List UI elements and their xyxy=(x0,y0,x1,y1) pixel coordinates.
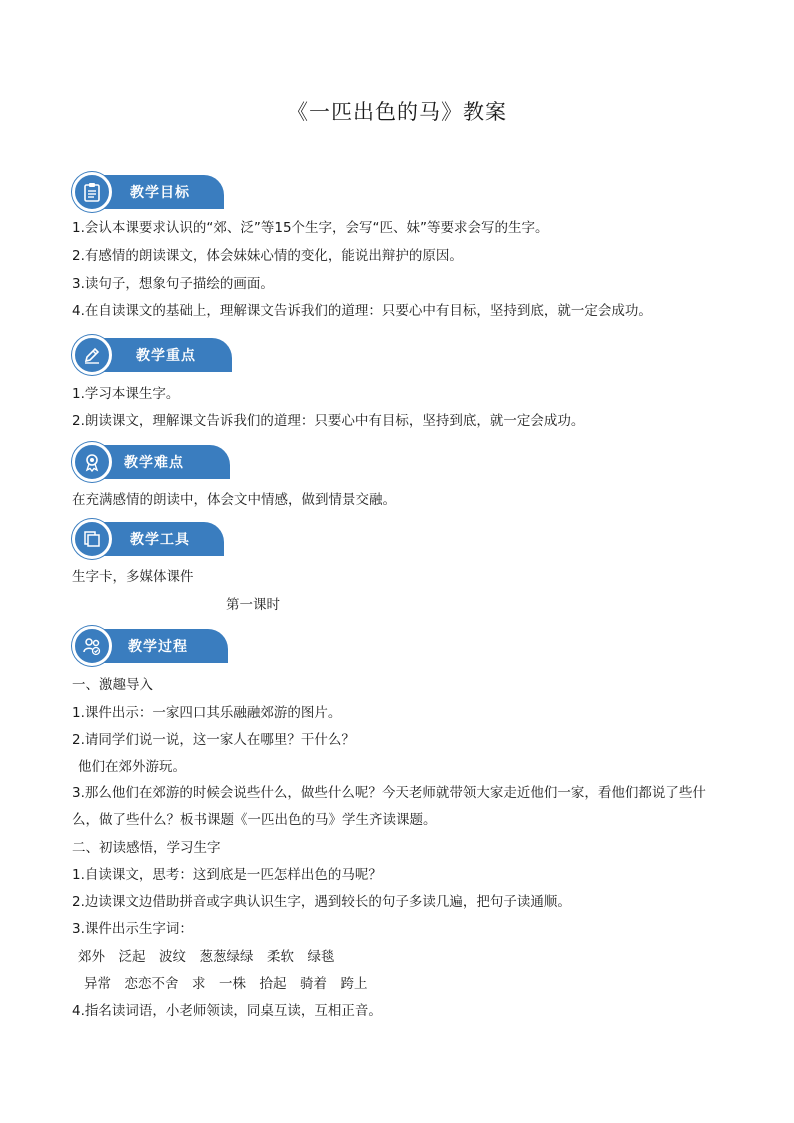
section-label: 教学重点 xyxy=(136,348,196,364)
section-header-key-points xyxy=(72,335,232,375)
section-header-goals xyxy=(72,172,224,212)
process-step1-item-3: 3.那么他们在郊游的时候会说些什么，做些什么呢？今天老师就带领大家走近他们一家，看他们都说了些什么，做了些什么？板书课题《一匹出色的马》学生齐读课题。 xyxy=(72,785,706,828)
process-step1-item-1: 1.课件出示：一家四口其乐融融郊游的图片。 xyxy=(72,705,342,721)
process-step1-item-2: 2.请同学们说一说，这一家人在哪里？干什么？ xyxy=(72,732,355,748)
section-header-process xyxy=(72,626,228,666)
difficulty-text: 在充满感情的朗读中，体会文中情感，做到情景交融。 xyxy=(72,492,396,508)
goal-item-3: 3.读句子，想象句子描绘的画面。 xyxy=(72,276,274,292)
process-step2-item-2: 2.边读课文边借助拼音或字典认识生字，遇到较长的句子多读几遍，把句子读通顺。 xyxy=(72,894,571,910)
process-step2-item-4: 4.指名读词语，小老师领读，同桌互读，互相正音。 xyxy=(72,1003,382,1019)
folder-icon xyxy=(72,519,112,559)
section-label: 教学难点 xyxy=(124,455,184,471)
people-icon xyxy=(72,626,112,666)
tools-text: 生字卡，多媒体课件 xyxy=(72,569,194,585)
process-step1-title: 一、激趣导入 xyxy=(72,677,153,693)
key-point-item-2: 2.朗读课文，理解课文告诉我们的道理：只要心中有目标，坚持到底，就一定会成功。 xyxy=(72,413,585,429)
section-header-tools xyxy=(72,519,224,559)
goal-item-1: 1.会认本课要求认识的“郊、泛”等15个生字，会写“匹、妹”等要求会写的生字。 xyxy=(72,220,549,236)
section-label: 教学目标 xyxy=(130,185,190,201)
section-label: 教学工具 xyxy=(130,532,190,548)
process-step2-title: 二、初读感悟，学习生字 xyxy=(72,840,221,856)
award-ribbon-icon xyxy=(72,442,112,482)
lesson-time-label: 第一课时 xyxy=(226,597,280,613)
process-step2-item-3: 3.课件出示生字词： xyxy=(72,921,193,937)
clipboard-icon xyxy=(72,172,112,212)
section-header-difficulties xyxy=(72,442,230,482)
document-title: 《一匹出色的马》教案 xyxy=(287,100,507,124)
section-label: 教学过程 xyxy=(128,639,188,655)
goal-item-4: 4.在自读课文的基础上，理解课文告诉我们的道理：只要心中有目标，坚持到底，就一定会成功。 xyxy=(72,303,652,319)
vocabulary-row-1: 郊外 泛起 波纹 葱葱绿绿 柔软 绿毯 xyxy=(78,949,335,965)
key-point-item-1: 1.学习本课生字。 xyxy=(72,386,180,402)
process-step1-answer: 他们在郊外游玩。 xyxy=(78,759,186,775)
vocabulary-row-2: 异常 恋恋不舍 求 一株 拾起 骑着 跨上 xyxy=(84,976,368,992)
goal-item-2: 2.有感情的朗读课文，体会妹妹心情的变化，能说出辩护的原因。 xyxy=(72,248,463,264)
pencil-icon xyxy=(72,335,112,375)
process-step2-item-1: 1.自读课文，思考：这到底是一匹怎样出色的马呢？ xyxy=(72,867,382,883)
